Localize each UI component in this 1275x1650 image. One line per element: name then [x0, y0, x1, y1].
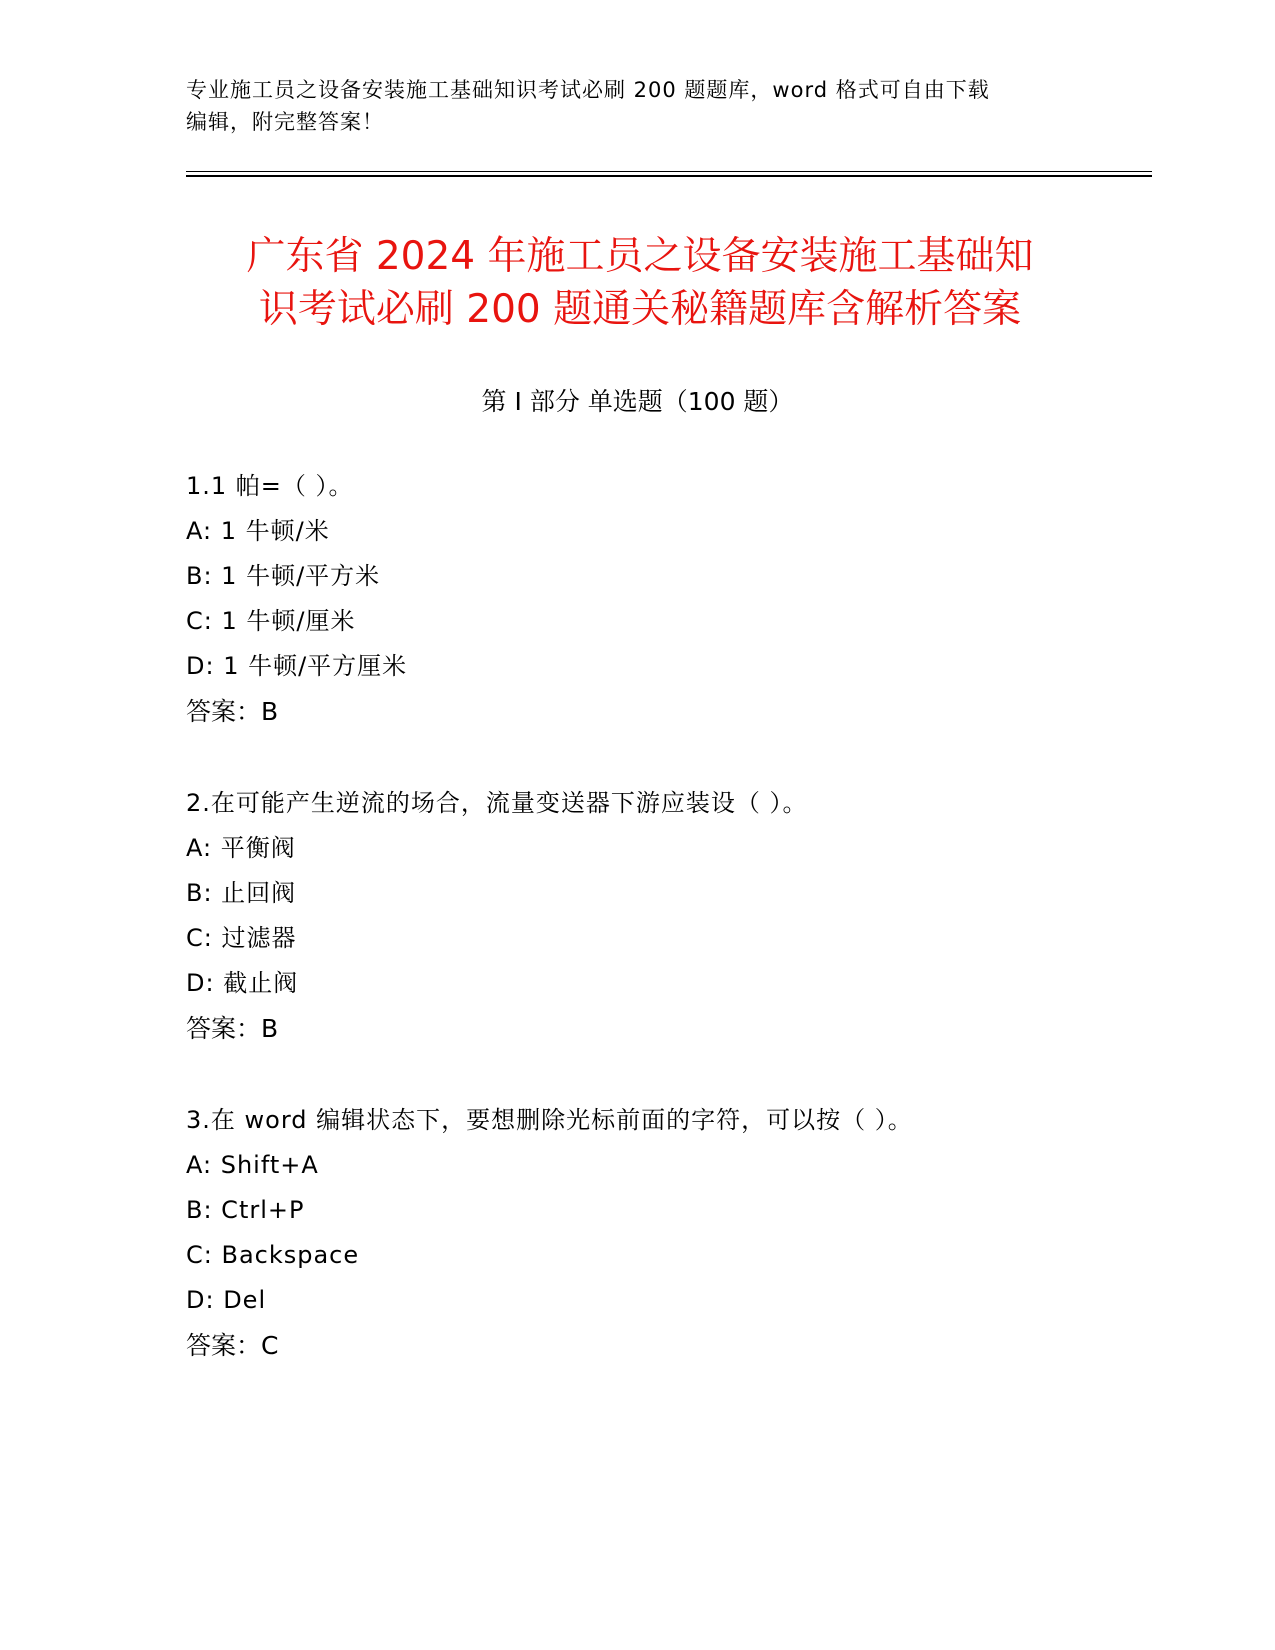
- option-c: C: 过滤器: [186, 924, 297, 952]
- option-d: D: 截止阀: [186, 969, 299, 997]
- question-3: [186, 1098, 1186, 1368]
- option-a: A: 平衡阀: [186, 834, 296, 862]
- section-heading: 第 I 部分 单选题（100 题）: [481, 387, 794, 416]
- option-d: D: 1 牛顿/平方厘米: [186, 652, 408, 680]
- header-divider-thick: [186, 175, 1152, 177]
- answer: 答案：B: [186, 697, 279, 726]
- question-2: [186, 781, 1186, 1051]
- question-stem: 2.在可能产生逆流的场合，流量变送器下游应装设（ ）。: [186, 789, 808, 817]
- question-1: [186, 464, 1186, 734]
- option-a: A: Shift+A: [186, 1151, 319, 1179]
- option-c: C: 1 牛顿/厘米: [186, 607, 356, 635]
- header-note-line-2: 编辑，附完整答案！: [186, 110, 384, 134]
- document-title-line-1: 广东省 2024 年施工员之设备安装施工基础知: [246, 234, 1034, 279]
- option-b: B: Ctrl+P: [186, 1196, 305, 1224]
- question-stem: 3.在 word 编辑状态下，要想删除光标前面的字符，可以按（ ）。: [186, 1106, 913, 1134]
- document-title-line-2: 识考试必刷 200 题通关秘籍题库含解析答案: [258, 287, 1022, 332]
- option-b: B: 1 牛顿/平方米: [186, 562, 381, 590]
- header-divider-thin: [186, 171, 1152, 172]
- option-c: C: Backspace: [186, 1241, 360, 1269]
- header-note: [186, 74, 1086, 138]
- question-stem: 1.1 帕=（ ）。: [186, 472, 354, 500]
- option-b: B: 止回阀: [186, 879, 297, 907]
- document-title: [140, 230, 1140, 336]
- option-d: D: Del: [186, 1286, 267, 1314]
- option-a: A: 1 牛顿/米: [186, 517, 330, 545]
- answer: 答案：B: [186, 1014, 279, 1043]
- answer: 答案：C: [186, 1331, 279, 1360]
- header-note-line-1: 专业施工员之设备安装施工基础知识考试必刷 200 题题库，word 格式可自由下载: [186, 78, 990, 102]
